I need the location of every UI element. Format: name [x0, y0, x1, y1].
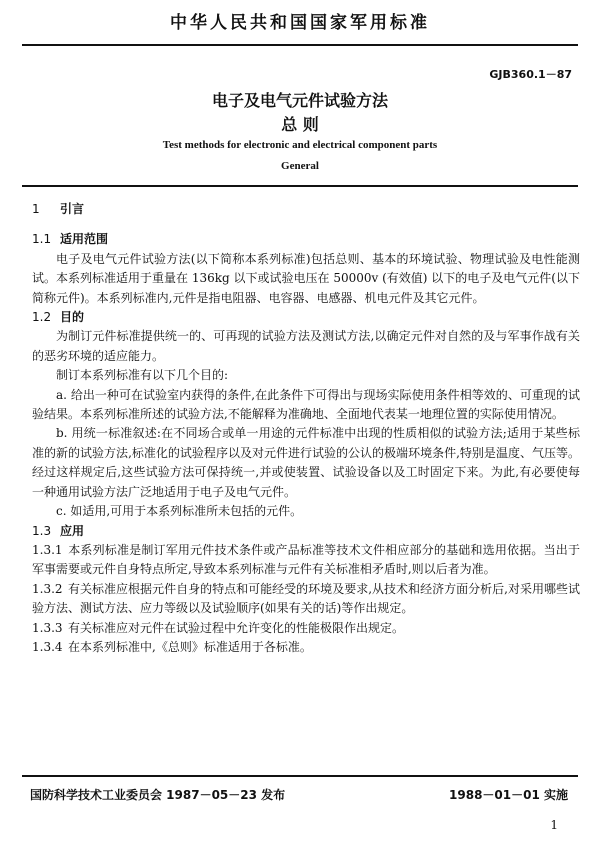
clause-1-3-1	[32, 541, 580, 580]
section-title: 应用	[60, 523, 85, 538]
issue-statement: 国防科学技术工业委员会 1987－05－23 发布	[30, 788, 286, 802]
list-item-a: a. 给出一种可在试验室内获得的条件,在此条件下可得出与现场实际使用条件相等效的、可重现的试验结果。本系列标准所述的试验方法,不能解释为准确地、全面地代表某一地理位置的实际使用情况。	[32, 387, 580, 422]
section-1-2-heading	[32, 308, 580, 327]
clause-text: 有关标准应对元件在试验过程中允许变化的性能极限作出规定。	[68, 620, 405, 635]
section-number: 1.2	[32, 310, 52, 325]
section-title: 目的	[60, 310, 85, 325]
title-english-main: Test methods for electronic and electrical component parts	[162, 139, 438, 151]
clause-1-3-4	[32, 638, 580, 657]
clause-number: 1.3.2	[32, 581, 63, 596]
paragraph-purpose-intro: 制订本系列标准有以下几个目的:	[56, 368, 229, 383]
clause-1-3-3	[32, 619, 580, 638]
footer-rule	[22, 775, 578, 777]
section-1-heading	[32, 200, 580, 219]
clause-text: 有关标准应根据元件自身的特点和可能经受的环境及要求,从技术和经济方面分析后,对采用哪些试验方法、测试方法、应力等级以及试验顺序(如果有关的话)等作出规定。	[32, 581, 580, 616]
title-english-sub: General	[281, 160, 319, 172]
clause-number: 1.3.3	[32, 620, 63, 635]
clause-text: 在本系列标准中,《总则》标准适用于各标准。	[68, 639, 312, 654]
header-rule	[22, 44, 578, 46]
section-number: 1.1	[32, 232, 52, 247]
paragraph-scope: 电子及电气元件试验方法(以下简称本系列标准)包括总则、基本的环境试验、物理试验及电性能测试。本系列标准适用于重量在 136kg 以下或试验电压在 50000v (有效值) 以下的电子及电气元件(以下简称元件)。本系列标准内,元件是指电阻器、电容器、电感器、机电元件及其它元件。	[32, 251, 580, 305]
section-1-1-heading	[32, 230, 580, 249]
title-rule	[22, 185, 578, 187]
section-number: 1.3	[32, 523, 52, 538]
document-body	[32, 200, 580, 657]
paragraph-purpose: 为制订元件标准提供统一的、可再现的试验方法及测试方法,以确定元件对自然的及与军事作战有关的恶劣环境的适应能力。	[32, 329, 580, 363]
clause-number: 1.3.1	[32, 542, 63, 557]
section-title: 引言	[60, 202, 85, 216]
list-item-c: c. 如适用,可用于本系列标准所未包括的元件。	[56, 504, 303, 519]
clause-number: 1.3.4	[32, 639, 63, 654]
title-chinese-main: 电子及电气元件试验方法	[211, 91, 388, 110]
title-chinese-sub: 总 则	[281, 115, 319, 134]
list-item-b: b. 用统一标准叙述:在不同场合或单一用途的元件标准中出现的性质相似的试验方法;适用于某些标准的新的试验方法,标准化的试验程序以及对元件进行试验的公认的极端环境条件,特别是温度、气压等。经过这样规定后,这些试验方法可保持统一,并或使装置、试验设备以及工时固定下来。为此,有必要使每一种通用试验方法广泛地适用于电子及电气元件。	[32, 426, 580, 499]
implementation-date: 1988－01－01 实施	[449, 788, 568, 802]
clause-text: 本系列标准是制订军用元件技术条件或产品标准等技术文件相应部分的基础和选用依据。当出于军事需要或元件自身特点所定,导致本系列标准与元件有关标准相矛盾时,则以后者为准。	[32, 542, 580, 577]
document-header: 中华人民共和国国家军用标准	[170, 13, 430, 33]
clause-1-3-2	[32, 580, 580, 619]
section-1-3-heading	[32, 522, 580, 541]
standard-number: GJB360.1－87	[489, 68, 572, 81]
section-title: 适用范围	[60, 232, 109, 247]
page-number: 1	[550, 818, 558, 832]
section-number: 1	[32, 202, 40, 216]
